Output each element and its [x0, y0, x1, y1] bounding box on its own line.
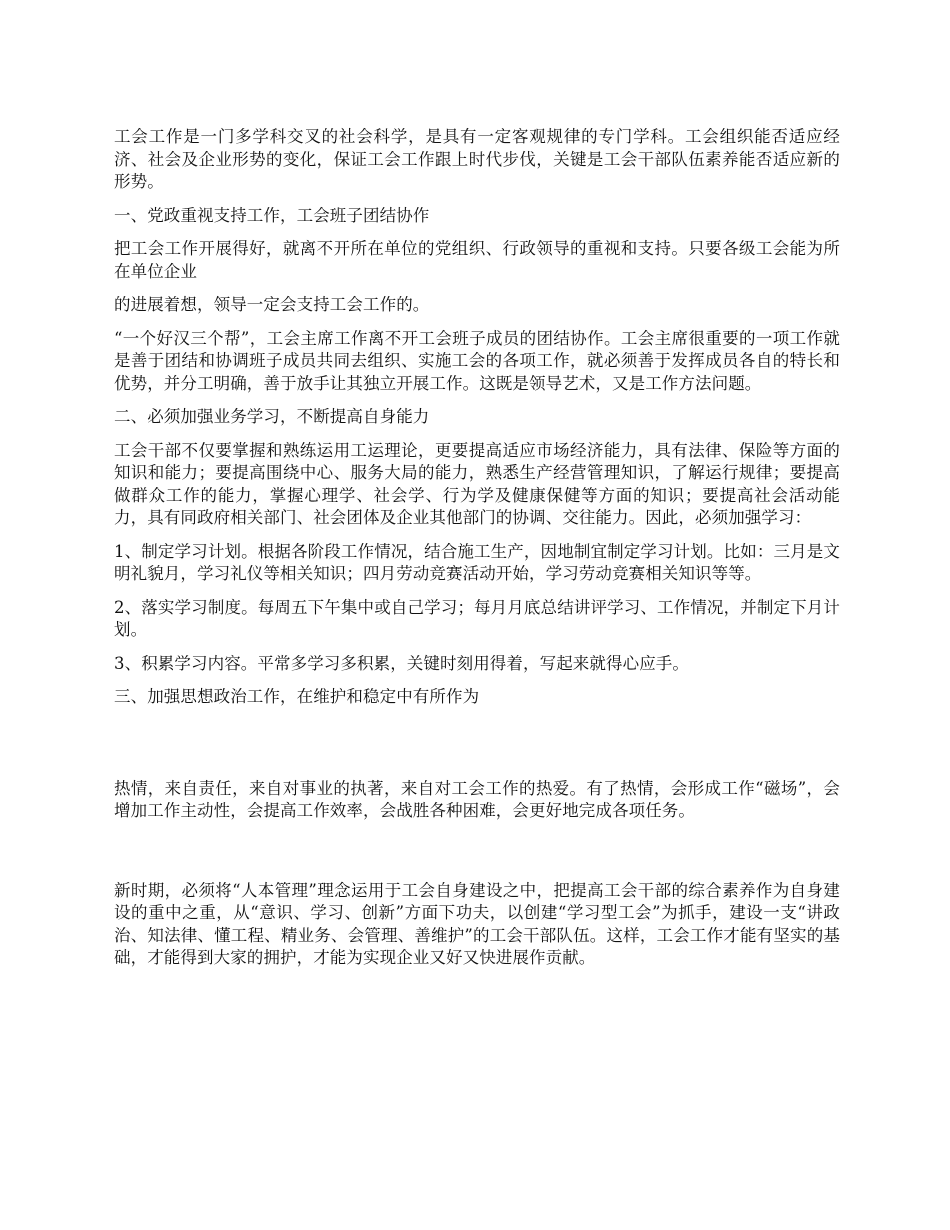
paragraph-section-1-b: 的进展着想，领导一定会支持工会工作的。 [114, 295, 430, 314]
document-body [114, 126, 840, 981]
list-item-3: 3、积累学习内容。平常多学习多积累，关键时刻用得着，写起来就得心应手。 [114, 653, 689, 673]
list-item-2: 2、落实学习制度。每周五下午集中或自己学习；每月月底总结讲评学习、工作情况，并制定下月计划。 [114, 597, 840, 639]
blank-gap [114, 834, 840, 880]
blank-gap [114, 720, 840, 778]
list-item-1: 1、制定学习计划。根据各阶段工作情况，结合施工生产，因地制宜制定学习计划。比如：三月是文明礼貌月，学习礼仪等相关知识；四月劳动竞赛活动开始，学习劳动竞赛相关知识等等。 [114, 541, 840, 583]
heading-section-3: 三、加强思想政治工作，在维护和稳定中有所作为 [114, 687, 480, 706]
paragraph-section-3-a: 热情，来自责任，来自对事业的执著，来自对工会工作的热爱。有了热情，会形成工作“磁场”，会增加工作主动性，会提高工作效率，会战胜各种困难，会更好地完成各项任务。 [114, 778, 840, 820]
paragraph-section-1-c: “一个好汉三个帮”，工会主席工作离不开工会班子成员的团结协作。工会主席很重要的一项工作就是善于团结和协调班子成员共同去组织、实施工会的各项工作，就必须善于发挥成员各自的特长和优势，并分工明确，善于放手让其独立开展工作。这既是领导艺术，又是工作方法问题。 [114, 328, 840, 393]
paragraph-section-2-a: 工会干部不仅要掌握和熟练运用工运理论，更要提高适应市场经济能力，具有法律、保险等方面的知识和能力；要提高围绕中心、服务大局的能力，熟悉生产经营管理知识，了解运行规律；要提高做群众工作的能力，掌握心理学、社会学、行为学及健康保健等方面的知识；要提高社会活动能力，具有同政府相关部门、社会团体及企业其他部门的协调、交往能力。因此，必须加强学习： [114, 440, 840, 527]
heading-section-2: 二、必须加强业务学习，不断提高自身能力 [114, 407, 430, 426]
heading-section-1: 一、党政重视支持工作，工会班子团结协作 [114, 205, 430, 225]
paragraph-conclusion: 新时期，必须将“人本管理”理念运用于工会自身建设之中，把提高工会干部的综合素养作为自身建设的重中之重，从“意识、学习、创新”方面下功夫，以创建“学习型工会”为抓手，建设一支“讲政治、知法律、懂工程、精业务、会管理、善维护”的工会干部队伍。这样，工会工作才能有坚实的基础，才能得到大家的拥护，才能为实现企业又好又快进展作贡献。 [114, 880, 840, 967]
paragraph-intro: 工会工作是一门多学科交叉的社会科学，是具有一定客观规律的专门学科。工会组织能否适应经济、社会及企业形势的变化，保证工会工作跟上时代步伐，关键是工会干部队伍素养能否适应新的形势。 [114, 127, 840, 191]
paragraph-section-1-a: 把工会工作开展得好，就离不开所在单位的党组织、行政领导的重视和支持。只要各级工会能为所在单位企业 [114, 239, 840, 281]
